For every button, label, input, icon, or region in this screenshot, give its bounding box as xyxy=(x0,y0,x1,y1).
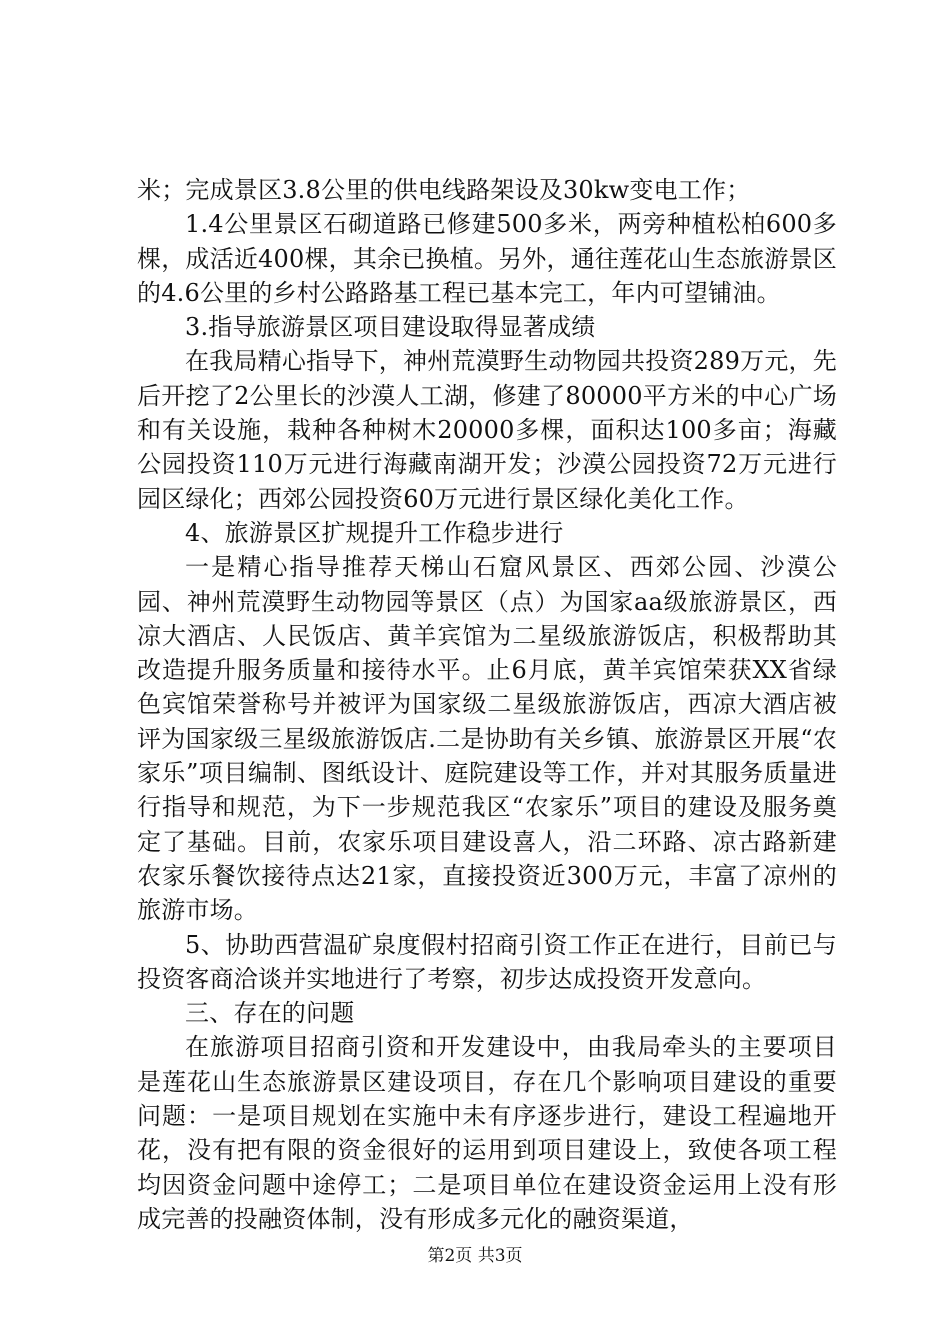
section-heading-4: 4、旅游景区扩规提升工作稳步进行 xyxy=(185,518,564,547)
page-footer: 第2页 共3页 xyxy=(427,1246,523,1266)
paragraph-continuation: 米；完成景区3.8公里的供电线路架设及30kw变电工作； xyxy=(137,176,751,204)
section-heading-3: 3.指导旅游景区项目建设取得显著成绩 xyxy=(185,313,596,342)
paragraph-expansion: 一是精心指导推荐天梯山石窟风景区、西郊公园、沙漠公园、神州荒漠野生动物园等景区（点）为国家aa级旅游景区，西凉大酒店、人民饭店、黄羊宾馆为二星级旅游饭店，积极帮助其改造提升服务质量和接待水平。止6月底，黄羊宾馆荣获XX省绿色宾馆荣誉称号并被评为国家级二星级旅游饭店，西凉大酒店被评为国家级三星级旅游饭店.二是协助有关乡镇、旅游景区开展“农家乐”项目编制、图纸设计、庭院建设等工作，并对其服务质量进行指导和规范，为下一步规范我区“农家乐”项目的建设及服务奠定了基础。目前，农家乐项目建设喜人，沿二环路、凉古路新建农家乐餐饮接待点达21家，直接投资近300万元，丰富了凉州的旅游市场。 xyxy=(137,553,837,925)
document-body xyxy=(137,173,837,1236)
paragraph-stone-road: 1.4公里景区石砌道路已修建500多米，两旁种植松柏600多棵，成活近400棵，其余已换植。另外，通往莲花山生态旅游景区的4.6公里的乡村公路路基工程已基本完工，年内可望铺油。 xyxy=(137,210,837,307)
section-heading-problems: 三、存在的问题 xyxy=(185,999,355,1028)
paragraph-guidance-results: 在我局精心指导下，神州荒漠野生动物园共投资289万元，先后开挖了2公里长的沙漠人工湖，修建了80000平方米的中心广场和有关设施，栽种各种树木20000多棵，面积达100多亩；海藏公园投资110万元进行海藏南湖开发；沙漠公园投资72万元进行园区绿化；西郊公园投资60万元进行景区绿化美化工作。 xyxy=(137,347,837,513)
paragraph-hot-spring: 5、协助西营温矿泉度假村招商引资工作正在进行，目前已与投资客商洽谈并实地进行了考察，初步达成投资开发意向。 xyxy=(137,930,837,993)
paragraph-problems: 在旅游项目招商引资和开发建设中，由我局牵头的主要项目是莲花山生态旅游景区建设项目，存在几个影响项目建设的重要问题：一是项目规划在实施中未有序逐步进行，建设工程遍地开花，没有把有限的资金很好的运用到项目建设上，致使各项工程均因资金问题中途停工；二是项目单位在建设资金运用上没有形成完善的投融资体制，没有形成多元化的融资渠道， xyxy=(137,1033,837,1233)
